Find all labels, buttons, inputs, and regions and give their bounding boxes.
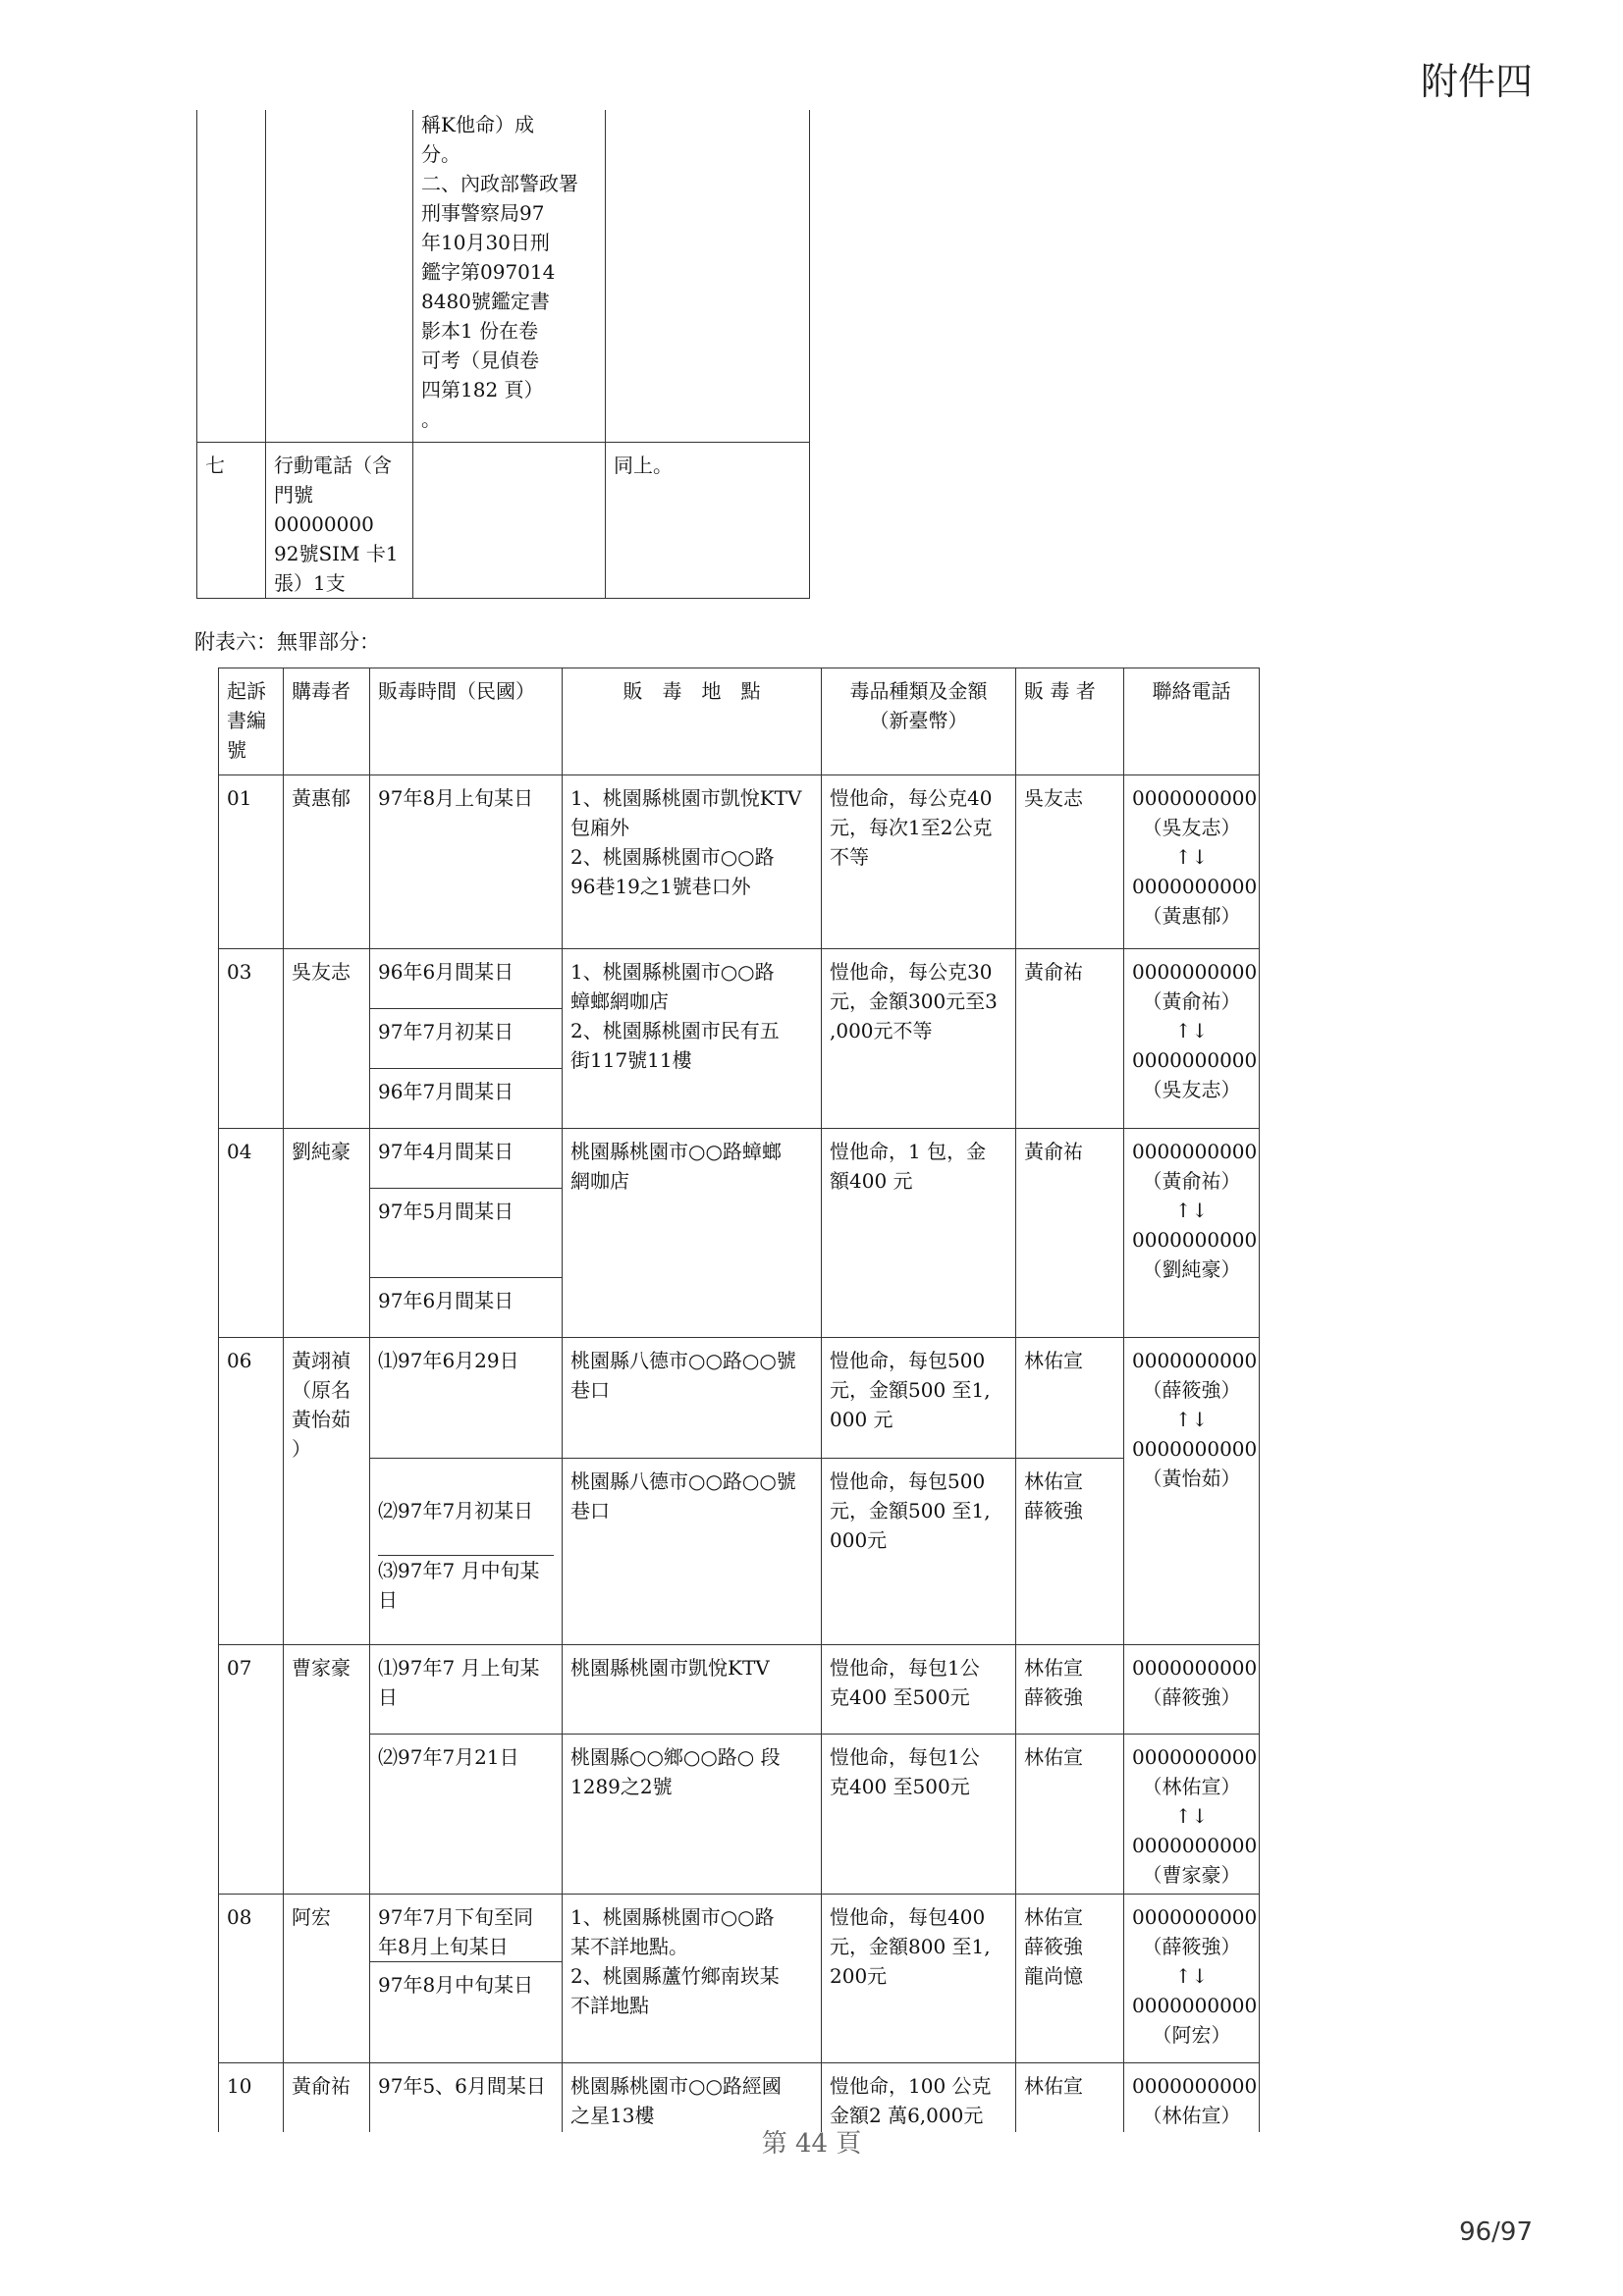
- seller: 林佑宣: [1016, 1735, 1124, 1895]
- header-drug: 毒品種類及金額 （新臺幣）: [822, 668, 1016, 775]
- sale-place: 桃園縣桃園市○○路經國 之星13樓: [563, 2063, 822, 2133]
- drug-amount: 愷他命，每包1公 克400 至500元: [822, 1735, 1016, 1895]
- seller: 林佑宣 薛筱強 龍尚憶: [1016, 1895, 1124, 2063]
- header-place: 販 毒 地 點: [563, 668, 822, 775]
- sale-time: 96年6月間某日: [370, 949, 563, 1009]
- table-row: [219, 949, 1260, 1009]
- seller: 林佑宣 薛筱強: [1016, 1645, 1124, 1735]
- header-phone: 聯絡電話: [1124, 668, 1260, 775]
- seller: 林佑宣 薛筱強: [1016, 1459, 1124, 1645]
- header-indictment-no: 起訴 書編 號: [219, 668, 284, 775]
- sale-time: 97年8月上旬某日: [370, 775, 563, 949]
- indictment-no: 03: [219, 949, 284, 1129]
- sale-place: 桃園縣桃園市凱悅KTV: [563, 1645, 822, 1735]
- sale-time-entry: ⑵97年7月初某日: [378, 1499, 534, 1522]
- table-row: [219, 1645, 1260, 1735]
- sale-time: 97年6月間某日: [370, 1278, 563, 1338]
- contact-phone: 0000000000 （吳友志） ↑↓ 0000000000 （黃惠郁）: [1124, 775, 1260, 949]
- contact-phone: 0000000000 （黃俞祐） ↑↓ 0000000000 （劉純豪）: [1124, 1129, 1260, 1338]
- table-row: [219, 1735, 1260, 1895]
- drug-amount: 愷他命，100 公克 金額2 萬6,000元: [822, 2063, 1016, 2133]
- contact-phone: 0000000000 （薛筱強）: [1124, 1645, 1260, 1735]
- contact-phone: 0000000000 （黃俞祐） ↑↓ 0000000000 （吳友志）: [1124, 949, 1260, 1129]
- indictment-no: 07: [219, 1645, 284, 1895]
- buyer: 黃惠郁: [284, 775, 370, 949]
- header-buyer: 購毒者: [284, 668, 370, 775]
- drug-amount: 愷他命，每包1公 克400 至500元: [822, 1645, 1016, 1735]
- seller: 林佑宣: [1016, 2063, 1124, 2133]
- drug-amount: 愷他命，每包500 元，金額500 至1, 000元: [822, 1459, 1016, 1645]
- contact-phone: 0000000000 （林佑宣）: [1124, 2063, 1260, 2133]
- evidence-cell: 稱K他命）成 分。 二、內政部警政署 刑事警察局97 年10月30日刑 鑑字第097014 8480號鑑定書 影本1 份在卷 可考（見偵卷 四第182 頁） 。: [413, 110, 606, 443]
- buyer: 阿宏: [284, 1895, 370, 2063]
- drug-amount: 愷他命，每公克40 元，每次1至2公克 不等: [822, 775, 1016, 949]
- evidence-cell: [413, 443, 606, 599]
- table-row: [197, 443, 810, 599]
- sale-place: 1、桃園縣桃園市○○路 蟑螂網咖店 2、桃園縣桃園市民有五 街117號11樓: [563, 949, 822, 1129]
- sale-place: 桃園縣桃園市○○路蟑螂 網咖店: [563, 1129, 822, 1338]
- buyer: 黃翊禎 （原名 黃怡茹 ）: [284, 1338, 370, 1645]
- sale-time-entry: ⑶97年7 月中旬某 日: [378, 1555, 554, 1615]
- table-row: [219, 1459, 1260, 1645]
- seller: 黃俞祐: [1016, 949, 1124, 1129]
- contact-phone: 0000000000 （林佑宣） ↑↓ 0000000000 （曹家豪）: [1124, 1735, 1260, 1895]
- indictment-no: 04: [219, 1129, 284, 1338]
- annex-label: 附件四: [1420, 60, 1533, 103]
- table-caption: 附表六：無罪部分：: [194, 630, 380, 654]
- page-number: 第 44 頁: [761, 2129, 862, 2159]
- indictment-no: 06: [219, 1338, 284, 1645]
- sale-time: 96年7月間某日: [370, 1069, 563, 1129]
- sale-place: 桃園縣八德市○○路○○號 巷口: [563, 1459, 822, 1645]
- acquittal-table: [218, 667, 1260, 2132]
- seller: 吳友志: [1016, 775, 1124, 949]
- table-row: [219, 1895, 1260, 1962]
- seller: 黃俞祐: [1016, 1129, 1124, 1338]
- sale-place: 桃園縣○○鄉○○路○ 段 1289之2號: [563, 1735, 822, 1895]
- drug-amount: 愷他命，1 包，金 額400 元: [822, 1129, 1016, 1338]
- table-header-row: [219, 668, 1260, 775]
- contact-phone: 0000000000 （薛筱強） ↑↓ 0000000000 （黃怡茹）: [1124, 1338, 1260, 1645]
- sale-time: 97年4月間某日: [370, 1129, 563, 1189]
- sale-time: 97年7月初某日: [370, 1009, 563, 1069]
- buyer: 吳友志: [284, 949, 370, 1129]
- sale-time: [370, 1459, 563, 1645]
- sale-time: ⑴97年6月29日: [370, 1338, 563, 1459]
- indictment-no: 08: [219, 1895, 284, 2063]
- sale-place: 桃園縣八德市○○路○○號 巷口: [563, 1338, 822, 1459]
- header-time: 販毒時間（民國）: [370, 668, 563, 775]
- sale-time: ⑵97年7月21日: [370, 1735, 563, 1895]
- sale-place: 1、桃園縣桃園市○○路 某不詳地點。 2、桃園縣蘆竹鄉南崁某 不詳地點: [563, 1895, 822, 2063]
- buyer: 曹家豪: [284, 1645, 370, 1895]
- table-row: [197, 110, 810, 443]
- sale-time: 97年7月下旬至同 年8月上旬某日: [370, 1895, 563, 1962]
- table-row: [219, 2063, 1260, 2133]
- buyer: 黃俞祐: [284, 2063, 370, 2133]
- seller: 林佑宣: [1016, 1338, 1124, 1459]
- drug-amount: 愷他命，每公克30 元，金額300元至3 ,000元不等: [822, 949, 1016, 1129]
- sale-time: 97年5月間某日: [370, 1189, 563, 1278]
- table-row: [219, 1338, 1260, 1459]
- sale-time: ⑴97年7 月上旬某 日: [370, 1645, 563, 1735]
- item-name: 行動電話（含 門號00000000 92號SIM 卡1 張）1支: [266, 443, 413, 599]
- sale-time: 97年8月中旬某日: [370, 1962, 563, 2063]
- drug-amount: 愷他命，每包500 元，金額500 至1, 000 元: [822, 1338, 1016, 1459]
- drug-amount: 愷他命，每包400 元，金額800 至1, 200元: [822, 1895, 1016, 2063]
- table-row: [219, 1129, 1260, 1189]
- remark-cell: 同上。: [606, 443, 810, 599]
- sale-place: 1、桃園縣桃園市凱悅KTV 包廂外 2、桃園縣桃園市○○路 96巷19之1號巷口外: [563, 775, 822, 949]
- sale-time: 97年5、6月間某日: [370, 2063, 563, 2133]
- buyer: 劉純豪: [284, 1129, 370, 1338]
- page-fraction: 96/97: [1459, 2217, 1533, 2247]
- exhibit-table-continued: [196, 110, 810, 599]
- indictment-no: 10: [219, 2063, 284, 2133]
- header-seller: 販 毒 者: [1016, 668, 1124, 775]
- indictment-no: 01: [219, 775, 284, 949]
- item-number: 七: [197, 443, 266, 599]
- contact-phone: 0000000000 （薛筱強） ↑↓ 0000000000 （阿宏）: [1124, 1895, 1260, 2063]
- table-row: [219, 775, 1260, 949]
